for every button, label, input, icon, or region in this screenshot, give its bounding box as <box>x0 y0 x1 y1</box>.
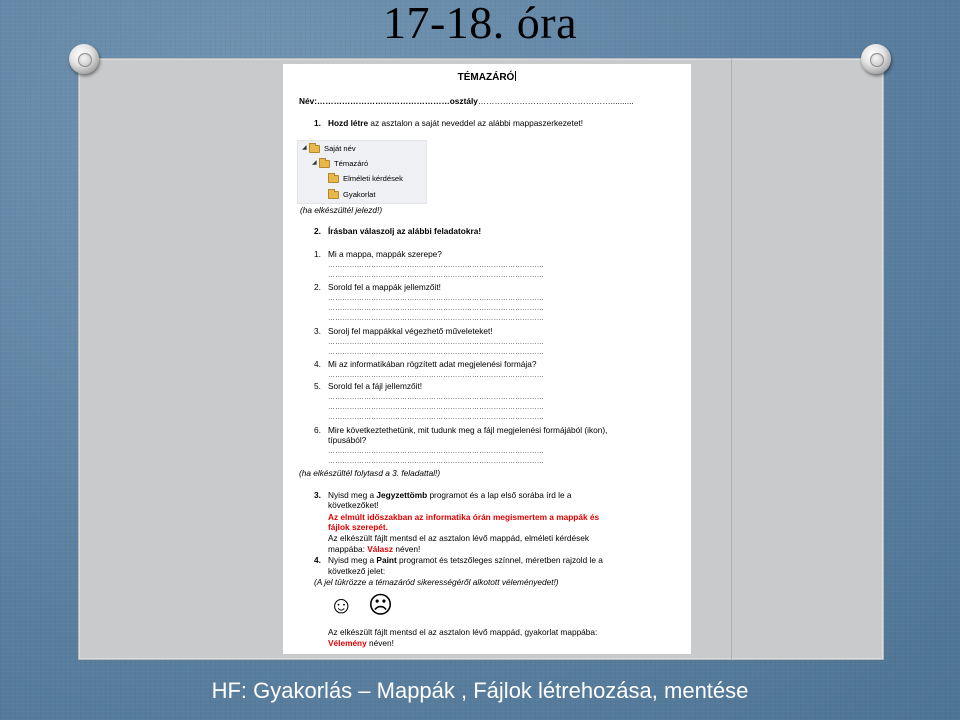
answer-line: ……………………………………………………………………………… <box>328 272 544 279</box>
task1-note: (ha elkészültél jelezd!) <box>300 205 383 215</box>
tree-expand-icon: ◢ <box>312 160 317 167</box>
tree-item <box>328 189 376 201</box>
tree-item <box>328 173 403 185</box>
tree-item <box>302 143 356 155</box>
folder-icon <box>309 145 320 153</box>
question-text: Mire következtethetünk, mit tudunk meg a fájl megjelenési formájából (ikon), <box>328 425 608 435</box>
slide-title: 17-18. óra <box>382 0 578 48</box>
folder-icon <box>328 175 339 183</box>
task1-number: 1. <box>314 118 321 128</box>
question-text: Sorolj fel mappákkal végezhető műveleteket! <box>328 326 493 336</box>
answer-line: ……………………………………………………………………………… <box>328 315 544 322</box>
task4-save-line2 <box>328 639 394 649</box>
task4-filename: Vélemény <box>328 638 367 648</box>
tree-expand-icon: ◢ <box>302 145 307 152</box>
tree-item <box>312 158 368 170</box>
worksheet <box>283 64 691 654</box>
answer-line: ……………………………………………………………………………… <box>328 414 544 421</box>
answer-line: ……………………………………………………………………………… <box>328 448 544 455</box>
class-dots: ………………………………………….......... <box>477 96 634 106</box>
question-number: 3. <box>314 326 321 336</box>
folder-tree <box>297 140 427 204</box>
name-label: Név: <box>299 96 317 106</box>
question-text: Mi az informatikában rögzített adat megjelenési formája? <box>328 359 537 369</box>
answer-line: ……………………………………………………………………………… <box>328 458 544 465</box>
question-number: 6. <box>314 425 321 435</box>
task4-line2: következő jelet: <box>328 566 386 576</box>
task2-number: 2. <box>314 226 321 236</box>
question-number: 4. <box>314 359 321 369</box>
task3-line2: következőket! <box>328 500 379 510</box>
answer-line: ……………………………………………………………………………… <box>328 372 544 379</box>
answer-line: ……………………………………………………………………………… <box>328 404 544 411</box>
tree-item-label: Témazáró <box>334 159 369 169</box>
frame-divider-line <box>731 59 732 659</box>
answer-line: ……………………………………………………………………………… <box>328 394 544 401</box>
tree-item-label: Saját név <box>324 144 356 154</box>
pushpin-icon <box>69 44 99 74</box>
task2-note: (ha elkészültél folytasd a 3. feladattal!) <box>299 468 441 478</box>
worksheet-title <box>283 71 691 84</box>
task1-text <box>328 119 583 129</box>
task1-text-bold: Hozd létre <box>328 118 369 128</box>
task4-note: (A jel tükrözze a témazáród sikerességéről alkotott véleményedet!) <box>314 577 559 587</box>
task1-text-rest: az asztalon a saját neveddel az alábbi mappaszerkezetet! <box>368 118 584 128</box>
question-text: típusából? <box>328 435 367 445</box>
folder-icon <box>319 160 330 168</box>
task3-filename: Válasz <box>367 544 394 554</box>
task4-save-post: néven! <box>366 638 394 648</box>
task2-text: Írásban válaszolj az alábbi feladatokra! <box>328 226 482 236</box>
class-label: osztály <box>449 96 478 106</box>
name-dots: ………………………………………… <box>316 96 450 106</box>
question-text: Sorold fel a mappák jellemzőit! <box>328 282 441 292</box>
task4-line1-post: programot és tetszőleges színnel, méretben rajzold le a <box>396 555 603 565</box>
task3-red-text: Az elmúlt időszakban az informatika órán megismertem a mappák és <box>328 512 600 522</box>
smiley-sad-icon: ☹ <box>368 592 394 619</box>
task3-save-post: néven! <box>393 544 421 554</box>
task3-line1-post: programot és a lap első sorába írd le a <box>427 490 572 500</box>
task4-save-line: Az elkészült fájlt mentsd el az asztalon lévő mappád, gyakorlat mappába: <box>328 627 598 637</box>
task3-number: 3. <box>314 490 321 500</box>
smiley-happy-icon: ☺ <box>329 592 354 619</box>
task3-program-name: Jegyzettömb <box>376 490 428 500</box>
pushpin-icon <box>861 44 891 74</box>
task3-save-line: Az elkészült fájlt mentsd el az asztalon lévő mappád, elméleti kérdések <box>328 533 590 543</box>
answer-line: ……………………………………………………………………………… <box>328 295 544 302</box>
question-text: Mi a mappa, mappák szerepe? <box>328 249 442 259</box>
tree-item-label: Elméleti kérdések <box>343 174 403 184</box>
folder-icon <box>328 191 339 199</box>
task4-line1 <box>328 556 603 566</box>
name-line <box>299 97 634 107</box>
slide-footer: HF: Gyakorlás – Mappák , Fájlok létrehozása, mentése <box>211 678 749 703</box>
task3-save-line2 <box>328 545 420 555</box>
question-number: 2. <box>314 282 321 292</box>
question-number: 5. <box>314 381 321 391</box>
answer-line: ……………………………………………………………………………… <box>328 349 544 356</box>
task4-line1-pre: Nyisd meg a <box>328 555 377 565</box>
text-cursor <box>515 71 516 81</box>
answer-line: ……………………………………………………………………………… <box>328 262 544 269</box>
answer-line: ……………………………………………………………………………… <box>328 305 544 312</box>
task3-red-text: fájlok szerepét. <box>328 522 388 532</box>
task3-save-pre: mappába: <box>328 544 368 554</box>
task4-program-name: Paint <box>376 555 397 565</box>
question-number: 1. <box>314 249 321 259</box>
worksheet-title-text: TÉMAZÁRÓ <box>457 72 515 83</box>
tree-item-label: Gyakorlat <box>343 190 376 200</box>
task3-line1-pre: Nyisd meg a <box>328 490 377 500</box>
answer-line: ……………………………………………………………………………… <box>328 339 544 346</box>
question-text: Sorold fel a fájl jellemzőit! <box>328 381 423 391</box>
task4-number: 4. <box>314 555 321 565</box>
